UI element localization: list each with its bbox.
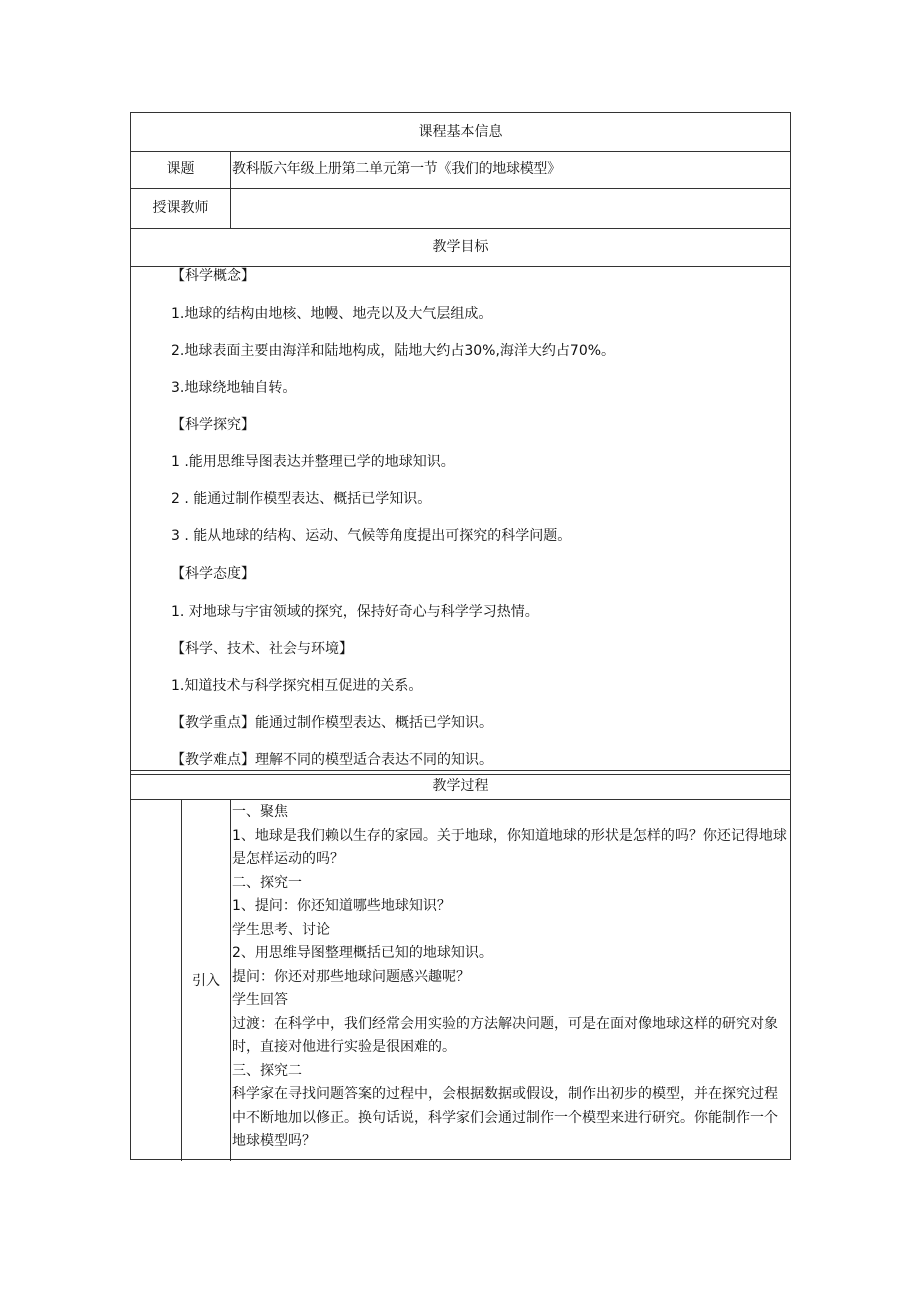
objective-line: 1.知道技术与科学探究相互促进的关系。	[171, 678, 423, 694]
process-line: 科学家在寻找问题答案的过程中，会根据数据或假设，制作出初步的模型，并在探究过程中不断地加以修正。换句话说，科学家们会通过制作一个模型来进行研究。你能制作一个地球模型吗？	[232, 1086, 778, 1149]
objective-line: 【教学重点】能通过制作模型表达、概括已学知识。	[171, 715, 493, 731]
process-line: 2、用思维导图整理概括已知的地球知识。	[232, 945, 493, 961]
objectives-header: 教学目标	[432, 239, 489, 255]
objective-line: 【教学难点】理解不同的模型适合表达不同的知识。	[171, 752, 493, 768]
divider	[230, 799, 231, 1161]
objective-line: 1.地球的结构由地核、地幔、地壳以及大气层组成。	[171, 306, 493, 322]
process-line: 三、探究二	[232, 1062, 302, 1079]
divider	[131, 770, 790, 771]
process-line: 二、探究一	[232, 874, 302, 891]
objective-line: 【科学、技术、社会与环境】	[171, 641, 353, 657]
lesson-plan-table	[130, 112, 791, 1160]
process-line: 一、聚焦	[232, 804, 288, 820]
objective-line: 2 . 能通过制作模型表达、概括已学知识。	[171, 491, 432, 507]
objective-line: 3.地球绕地轴自转。	[171, 380, 297, 396]
process-line: 1、地球是我们赖以生存的家园。关于地球，你知道地球的形状是怎样的吗？你还记得地球是怎样运动的吗？	[232, 827, 787, 867]
stage-label: 引入	[192, 973, 220, 989]
basic-info-header: 课程基本信息	[418, 124, 503, 140]
process-line: 学生思考、讨论	[232, 921, 330, 938]
objective-line: 3 . 能从地球的结构、运动、气候等角度提出可探究的科学问题。	[171, 528, 572, 544]
topic-value: 教科版六年级上册第二单元第一节《我们的地球模型》	[232, 161, 561, 177]
objective-line: 1. 对地球与宇宙领域的探究，保持好奇心与科学学习热情。	[171, 604, 539, 620]
process-line: 过渡：在科学中，我们经常会用实验的方法解决问题，可是在面对像地球这样的研究对象时，直接对他进行实验是很困难的。	[232, 1015, 778, 1055]
objective-line: 【科学概念】	[171, 268, 255, 284]
process-line: 1、提问：你还知道哪些地球知识？	[232, 898, 451, 914]
objective-line: 【科学态度】	[171, 566, 255, 582]
process-header: 教学过程	[432, 778, 489, 794]
process-content	[232, 801, 788, 1154]
objective-line: 【科学探究】	[171, 417, 255, 433]
divider	[230, 151, 231, 228]
process-line: 提问：你还对那些地球问题感兴趣呢？	[232, 968, 470, 985]
objective-line: 2.地球表面主要由海洋和陆地构成，陆地大约占30%,海洋大约占70%。	[171, 343, 616, 359]
topic-label: 课题	[166, 161, 195, 177]
process-line: 学生回答	[232, 992, 288, 1008]
objective-line: 1 .能用思维导图表达并整理已学的地球知识。	[171, 454, 455, 470]
teacher-label: 授课教师	[152, 200, 209, 216]
